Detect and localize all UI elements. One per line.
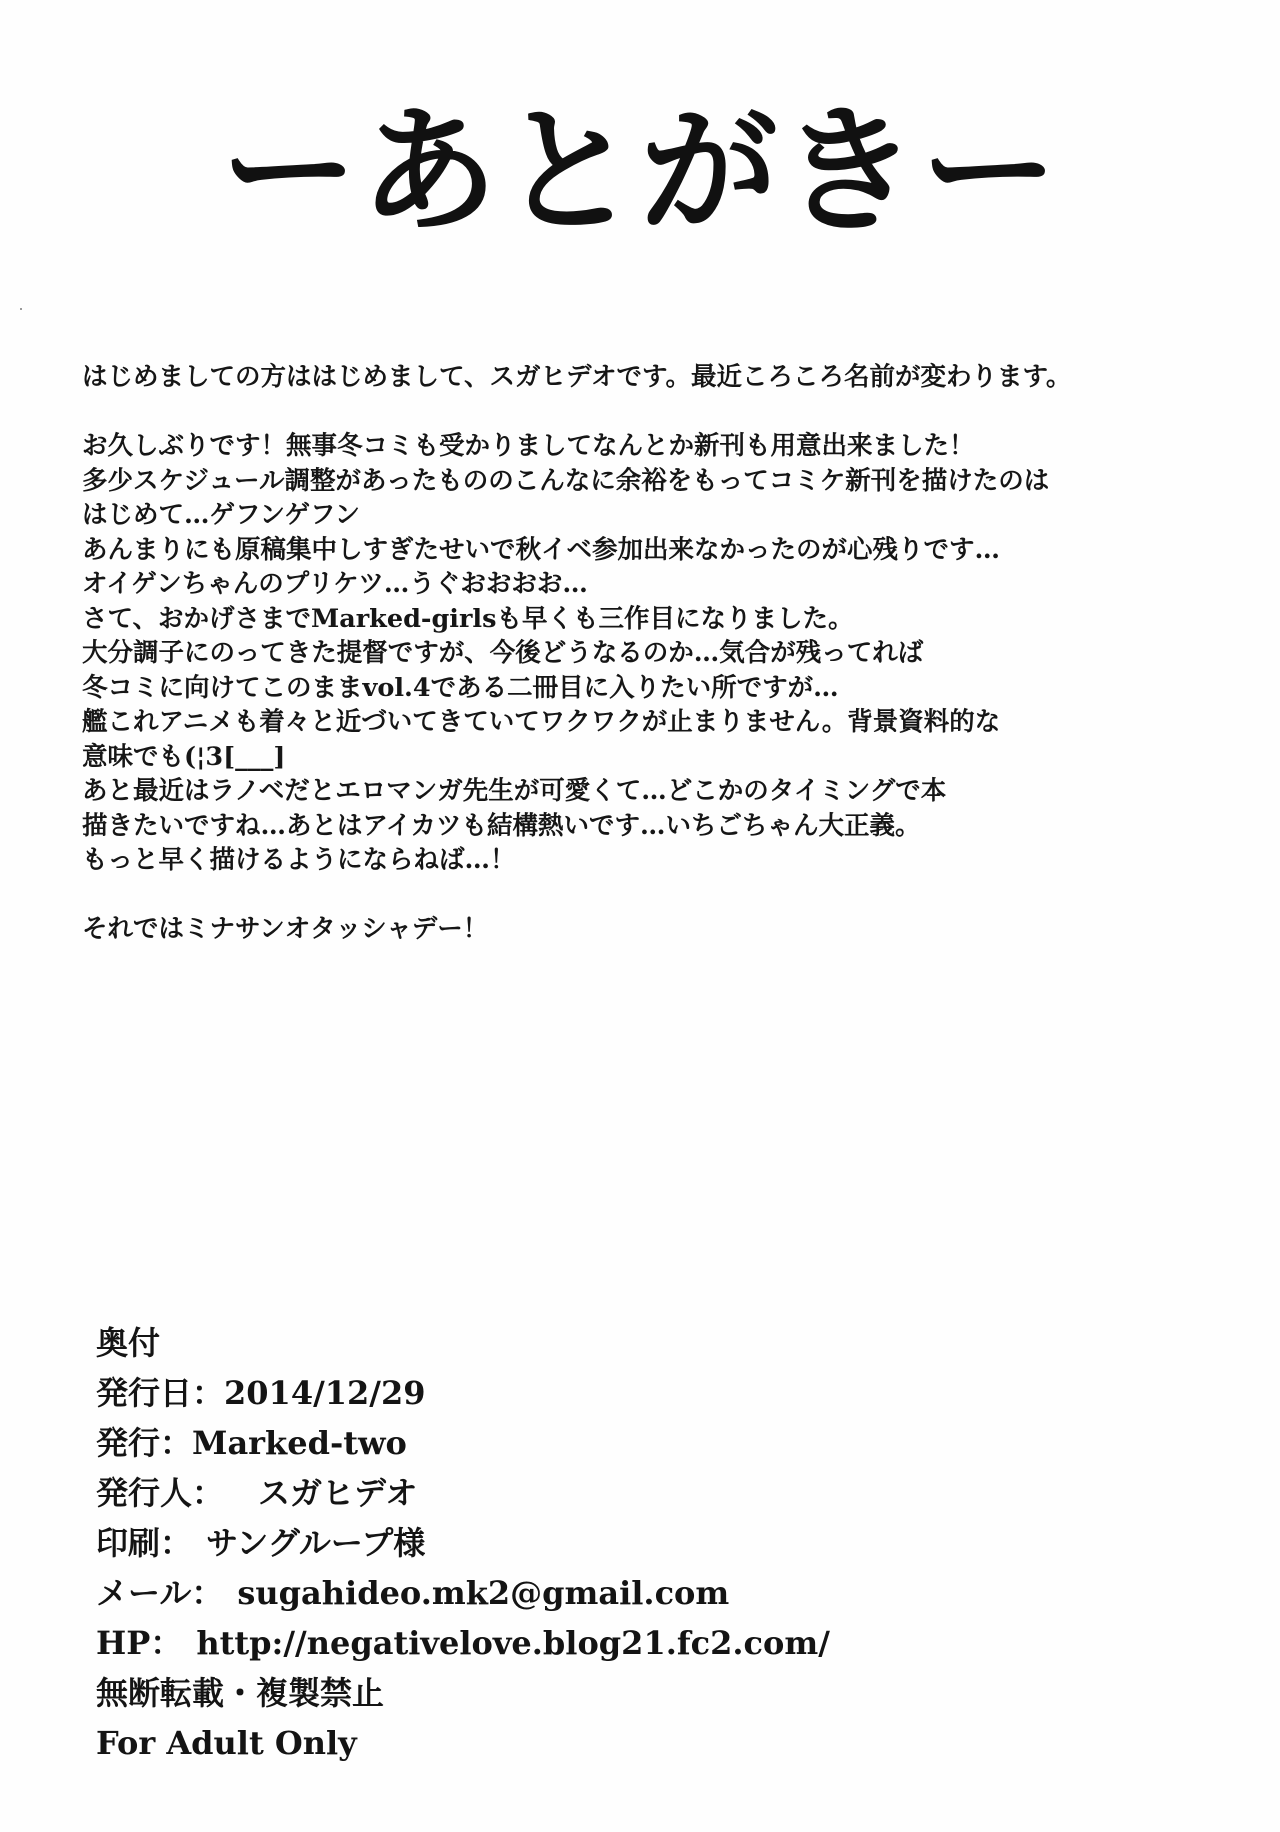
printer-value: サングループ様 xyxy=(206,1524,426,1562)
paragraph-gap xyxy=(82,395,1222,430)
colophon xyxy=(96,1318,1196,1768)
afterword-line: もっと早く描けるようにならねば…！ xyxy=(82,845,516,875)
author-label: 発行人： xyxy=(96,1474,225,1512)
printer-label: 印刷： xyxy=(96,1524,193,1562)
afterword-line: 多少スケジュール調整があったもののこんなに余裕をもってコミケ新刊を描けたのは xyxy=(82,465,1050,496)
colophon-heading: 奥付 xyxy=(96,1324,161,1362)
afterword-line: あんまりにも原稿集中しすぎたせいで秋イベ参加出来なかったのが心残りです… xyxy=(82,534,1001,565)
afterword-line: 大分調子にのってきた提督ですが、今後どうなるのか…気合が残ってれば xyxy=(82,638,924,668)
page-title: ーあとがきー xyxy=(219,91,1060,252)
afterword-line: 冬コミに向けてこのままvol.4である二冊目に入りたい所ですが… xyxy=(82,672,839,703)
afterword-line: あと最近はラノベだとエロマンガ先生が可愛くて…どこかのタイミングで本 xyxy=(82,776,947,806)
scan-speck xyxy=(20,308,22,310)
publisher-label: 発行： xyxy=(96,1424,193,1462)
afterword-line: 描きたいですね…あとはアイカツも結構熱いです…いちごちゃん大正義。 xyxy=(82,810,921,841)
author-value: スガヒデオ xyxy=(258,1474,418,1512)
release-date-label: 発行日： xyxy=(96,1374,225,1412)
paragraph-gap xyxy=(82,878,1222,913)
afterword-line: 意味でも(¦3[___] xyxy=(82,741,286,772)
hp-label: HP： xyxy=(96,1624,183,1662)
afterword-line: はじめましての方ははじめまして、スガヒデオです。最近ころころ名前が変わります。 xyxy=(82,362,1072,392)
colophon-publisher xyxy=(96,1418,1196,1468)
colophon-email xyxy=(96,1568,1196,1618)
colophon-author xyxy=(96,1468,1196,1518)
afterword-body xyxy=(82,360,1222,947)
email-label: メール： xyxy=(96,1574,224,1612)
afterword-line: はじめて…ゲフンゲフン xyxy=(82,500,360,530)
hp-url: http://negativelove.blog21.fc2.com/ xyxy=(196,1624,830,1662)
afterword-line: オイゲンちゃんのプリケツ…うぐおおおお… xyxy=(82,569,588,599)
release-date-value: 2014/12/29 xyxy=(224,1374,426,1412)
colophon-rating: For Adult Only xyxy=(96,1724,357,1762)
afterword-line: 艦これアニメも着々と近づいてきていてワクワクが止まりません。背景資料的な xyxy=(82,707,1001,737)
colophon-notice: 無断転載・複製禁止 xyxy=(96,1674,385,1712)
colophon-printer xyxy=(96,1518,1196,1568)
email-value: sugahideo.mk2@gmail.com xyxy=(237,1574,730,1612)
afterword-line: さて、おかげさまでMarked-girlsも早くも三作目になりました。 xyxy=(82,603,854,634)
colophon-homepage xyxy=(96,1618,1196,1668)
colophon-release-date xyxy=(96,1368,1196,1418)
afterword-line: お久しぶりです！無事冬コミも受かりましてなんとか新刊も用意出来ました！ xyxy=(82,431,975,461)
afterword-line: それではミナサンオタッシャデー！ xyxy=(82,914,489,944)
publisher-value: Marked-two xyxy=(192,1424,407,1462)
